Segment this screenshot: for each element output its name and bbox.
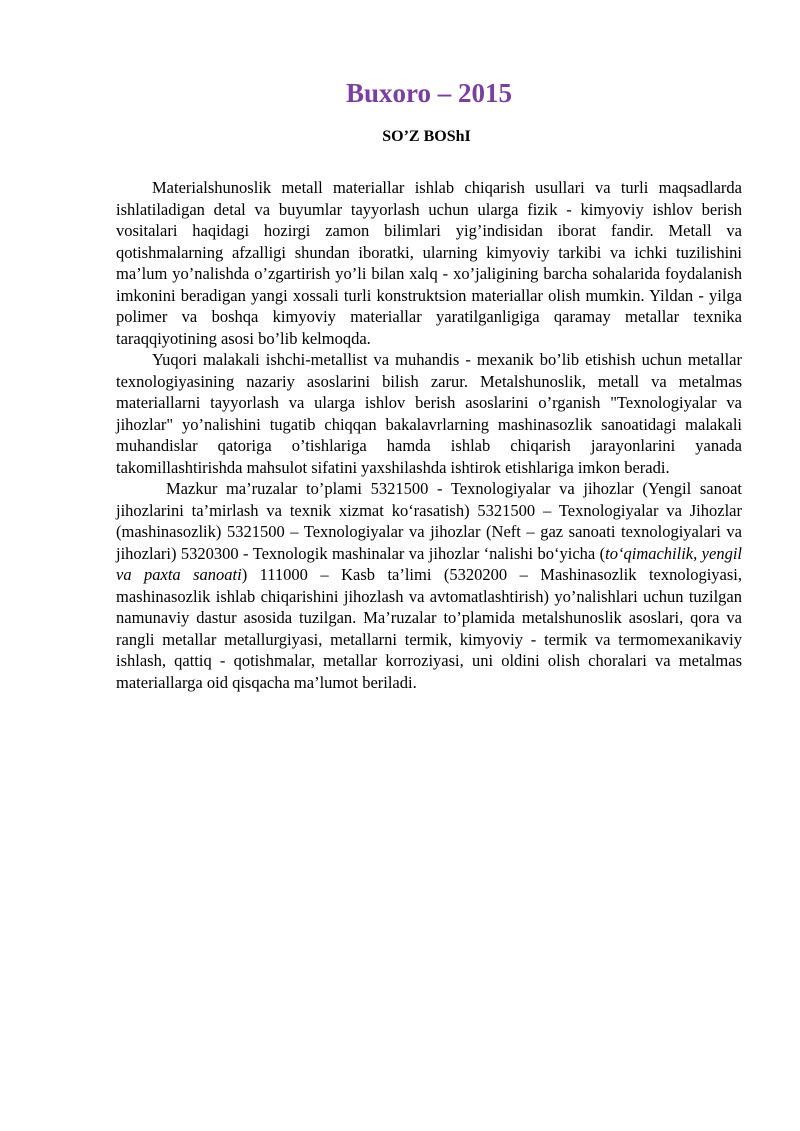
- paragraph-3: [116, 478, 742, 693]
- paragraph-3-text-start: Mazkur ma’ruzalar to’plami 5321500 - Texnologiyalar va jihozlar (Yengil sanoat jihozlarini ta’mirlash va texnik xizmat ko‘rasatish) 5321500 – Texnologiyalar va Jihozlar (mashinasozlik) 5321500 – Texnologiyalar va jihozlar (Neft – gaz sanoati texnologiyalari va jihozlari) 5320300 - Texnologik mashinalar va jihozlar ‘nalishi bo‘yicha (: [116, 479, 742, 563]
- section-title: SO’Z BOShI: [382, 128, 471, 145]
- paragraph-2: Yuqori malakali ishchi-metallist va muhandis - mexanik bo’lib etishish uchun metallar texnologiyasining nazariy asoslarini bilish zarur. Metalshunoslik, metall va metalmas materiallarni tayyorlash va ularga ishlov berish asoslarini o’rganish "Texnologiyalar va jihozlar" yo’nalishini tugatib chiqqan bakalavrlarning mashinasozlik sanoatidagi malakali muhandislar qatoriga o’tishlariga hamda ishlab chiqarish jarayonlarini yanada takomillashtirishda mahsulot sifatini yaxshilashda ishtirok etishlariga imkon beradi.: [116, 350, 742, 477]
- paragraph-1: Materialshunoslik metall materiallar ishlab chiqarish usullari va turli maqsadlarda ishlatiladigan detal va buyumlar tayyorlash uchun ularga fizik - kimyoviy ishlov berish vositalari haqidagi hozirgi zamon bilimlari yig’indisidan iborat fandir. Metall va qotishmalarning afzalligi shundan iboratki, ularning kimyoviy tarkibi va ichki tuzilishini ma’lum yo’nalishda o’zgartirish yo’li bilan xalq - xo’jaligining barcha sohalarida foydalanish imkonini beradigan yangi xossali turli konstruktsion materiallar olish mumkin. Yildan - yilga polimer va boshqa kimyoviy materiallar yaratilganligiga qaramay metallar texnika taraqqiyotining asosi bo’lib kelmoqda.: [116, 178, 742, 348]
- paragraph-3-text-end: ) 111000 – Kasb ta’limi (5320200 – Mashinasozlik texnologiyasi, mashinasozlik ishlab chiqarishini jihozlash va avtomatlashtirish) yo’nalishlari uchun tuzilgan namunaviy dastur asosida tuzilgan. Ma’ruzalar to’plamida metalshunoslik asoslari, qora va rangli metallar metallurgiyasi, metallarni termik, kimyoviy - termik va termomexanikaviy ishlash, qattiq - qotishmalar, metallar korroziyasi, uni oldini olish choralari va metalmas materiallarga oid qisqacha ma’lumot beriladi.: [116, 565, 742, 692]
- body-text: [116, 177, 742, 693]
- paragraph-3-italic-text: to‘qimachilik, yengil va paxta sanoati: [116, 543, 742, 584]
- city-year-heading: Buxoro – 2015: [345, 78, 513, 108]
